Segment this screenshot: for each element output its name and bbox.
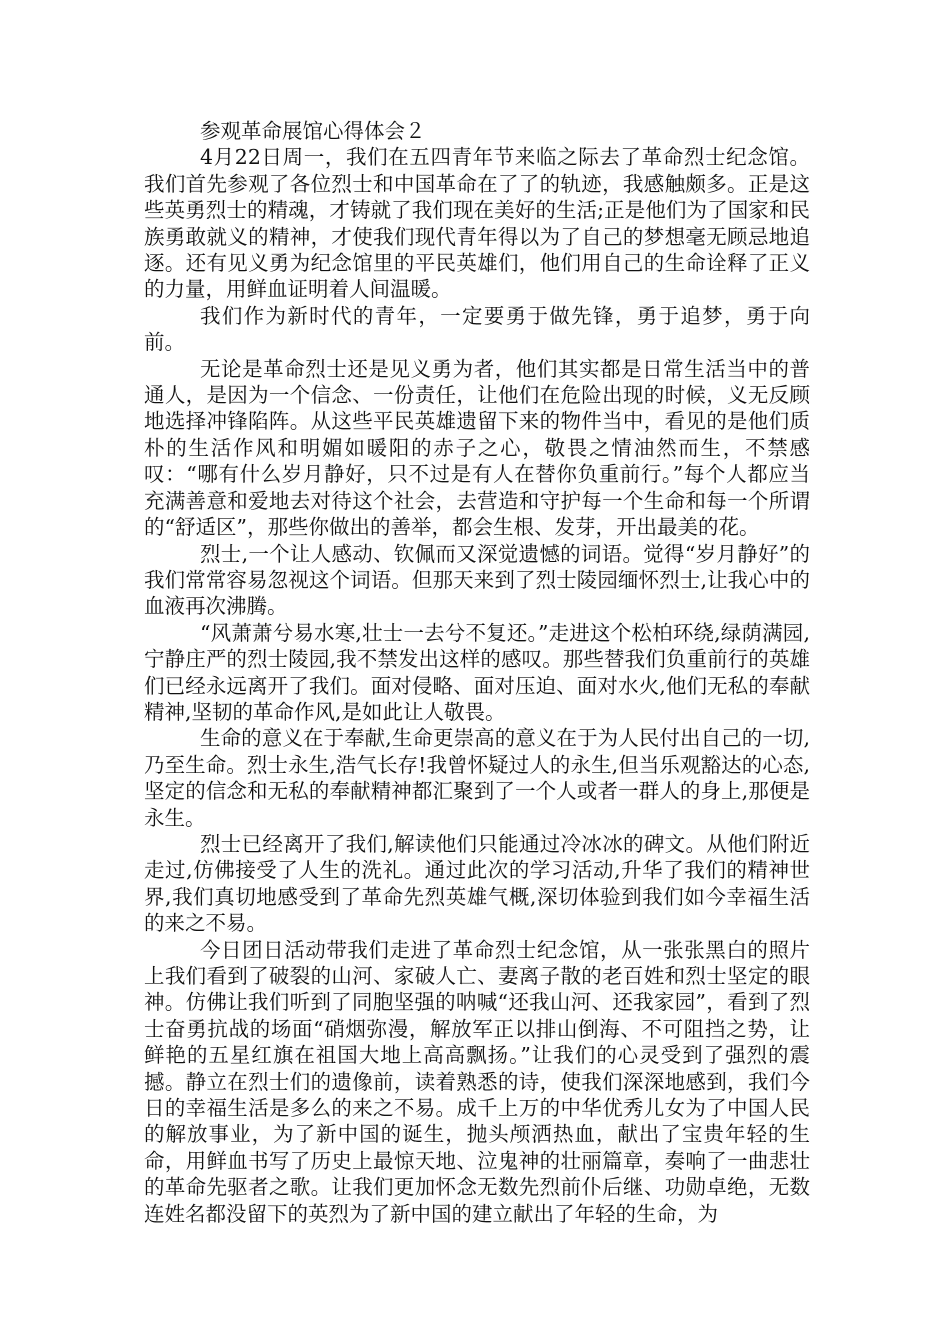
document-title: 参观革命展馆心得体会２: [200, 119, 426, 143]
paragraph: 生命的意义在于奉献,生命更崇高的意义在于为人民付出自己的一切,乃至生命。烈士永生,浩气长存!我曾怀疑过人的永生,但当乐观豁达的心态,坚定的信念和无私的奉献精神都汇聚到了一个人或者一群人的身上,那便是永生。: [144, 726, 810, 830]
paragraph: “风萧萧兮易水寒,壮士一去兮不复还。”走进这个松柏环绕,绿荫满园,宁静庄严的烈士陵园,我不禁发出这样的感叹。那些替我们负重前行的英雄们已经永远离开了我们。面对侵略、面对压迫、面对水火,他们无私的奉献精神,坚韧的革命作风,是如此让人敬畏。: [144, 620, 810, 724]
paragraph: 无论是革命烈士还是见义勇为者，他们其实都是日常生活当中的普通人，是因为一个信念、一份责任，让他们在危险出现的时候，义无反顾地选择冲锋陷阵。从这些平民英雄遗留下来的物件当中，看见的是他们质朴的生活作风和明媚如暖阳的赤子之心，敬畏之情油然而生，不禁感叹：“哪有什么岁月静好，只不过是有人在替你负重前行。”每个人都应当充满善意和爱地去对待这个社会，去营造和守护每一个生命和每一个所谓的“舒适区”，那些你做出的善举，都会生根、发芽，开出最美的花。: [144, 356, 810, 540]
paragraph: 烈士,一个让人感动、钦佩而又深觉遗憾的词语。觉得“岁月静好”的我们常常容易忽视这个词语。但那天来到了烈士陵园缅怀烈士,让我心中的血液再次沸腾。: [144, 541, 810, 619]
paragraph: 烈士已经离开了我们,解读他们只能通过冷冰冰的碑文。从他们附近走过,仿佛接受了人生的洗礼。通过此次的学习活动,升华了我们的精神世界,我们真切地感受到了革命先烈英雄气概,深切体验到我们如今幸福生活的来之不易。: [144, 831, 810, 936]
paragraph: 今日团日活动带我们走进了革命烈士纪念馆，从一张张黑白的照片上我们看到了破裂的山河、家破人亡、妻离子散的老百姓和烈士坚定的眼神。仿佛让我们听到了同胞坚强的呐喊“还我山河、还我家园”，看到了烈士奋勇抗战的场面“硝烟弥漫，解放军正以排山倒海、不可阻挡之势，让鲜艳的五星红旗在祖国大地上高高飘扬。”让我们的心灵受到了强烈的震撼。静立在烈士们的遗像前，读着熟悉的诗，使我们深深地感到，我们今日的幸福生活是多么的来之不易。成千上万的中华优秀儿女为了中国人民的解放事业，为了新中国的诞生，抛头颅洒热血，献出了宝贵年轻的生命，用鲜血书写了历史上最惊天地、泣鬼神的壮丽篇章，奏响了一曲悲壮的革命先驱者之歌。让我们更加怀念无数先烈前仆后继、功勋卓绝，无数连姓名都没留下的英烈为了新中国的建立献出了年轻的生命，为: [144, 937, 810, 1226]
paragraph: 4月22日周一，我们在五四青年节来临之际去了革命烈士纪念馆。我们首先参观了各位烈士和中国革命在了了的轨迹，我感触颇多。正是这些英勇烈士的精魂，才铸就了我们现在美好的生活;正是他们为了国家和民族勇敢就义的精神，才使我们现代青年得以为了自己的梦想毫无顾忌地追逐。还有见义勇为纪念馆里的平民英雄们，他们用自己的生命诠释了正义的力量，用鲜血证明着人间温暖。: [144, 145, 810, 302]
document-body: [144, 118, 810, 1227]
paragraph: 我们作为新时代的青年，一定要勇于做先锋，勇于追梦，勇于向前。: [144, 303, 810, 355]
